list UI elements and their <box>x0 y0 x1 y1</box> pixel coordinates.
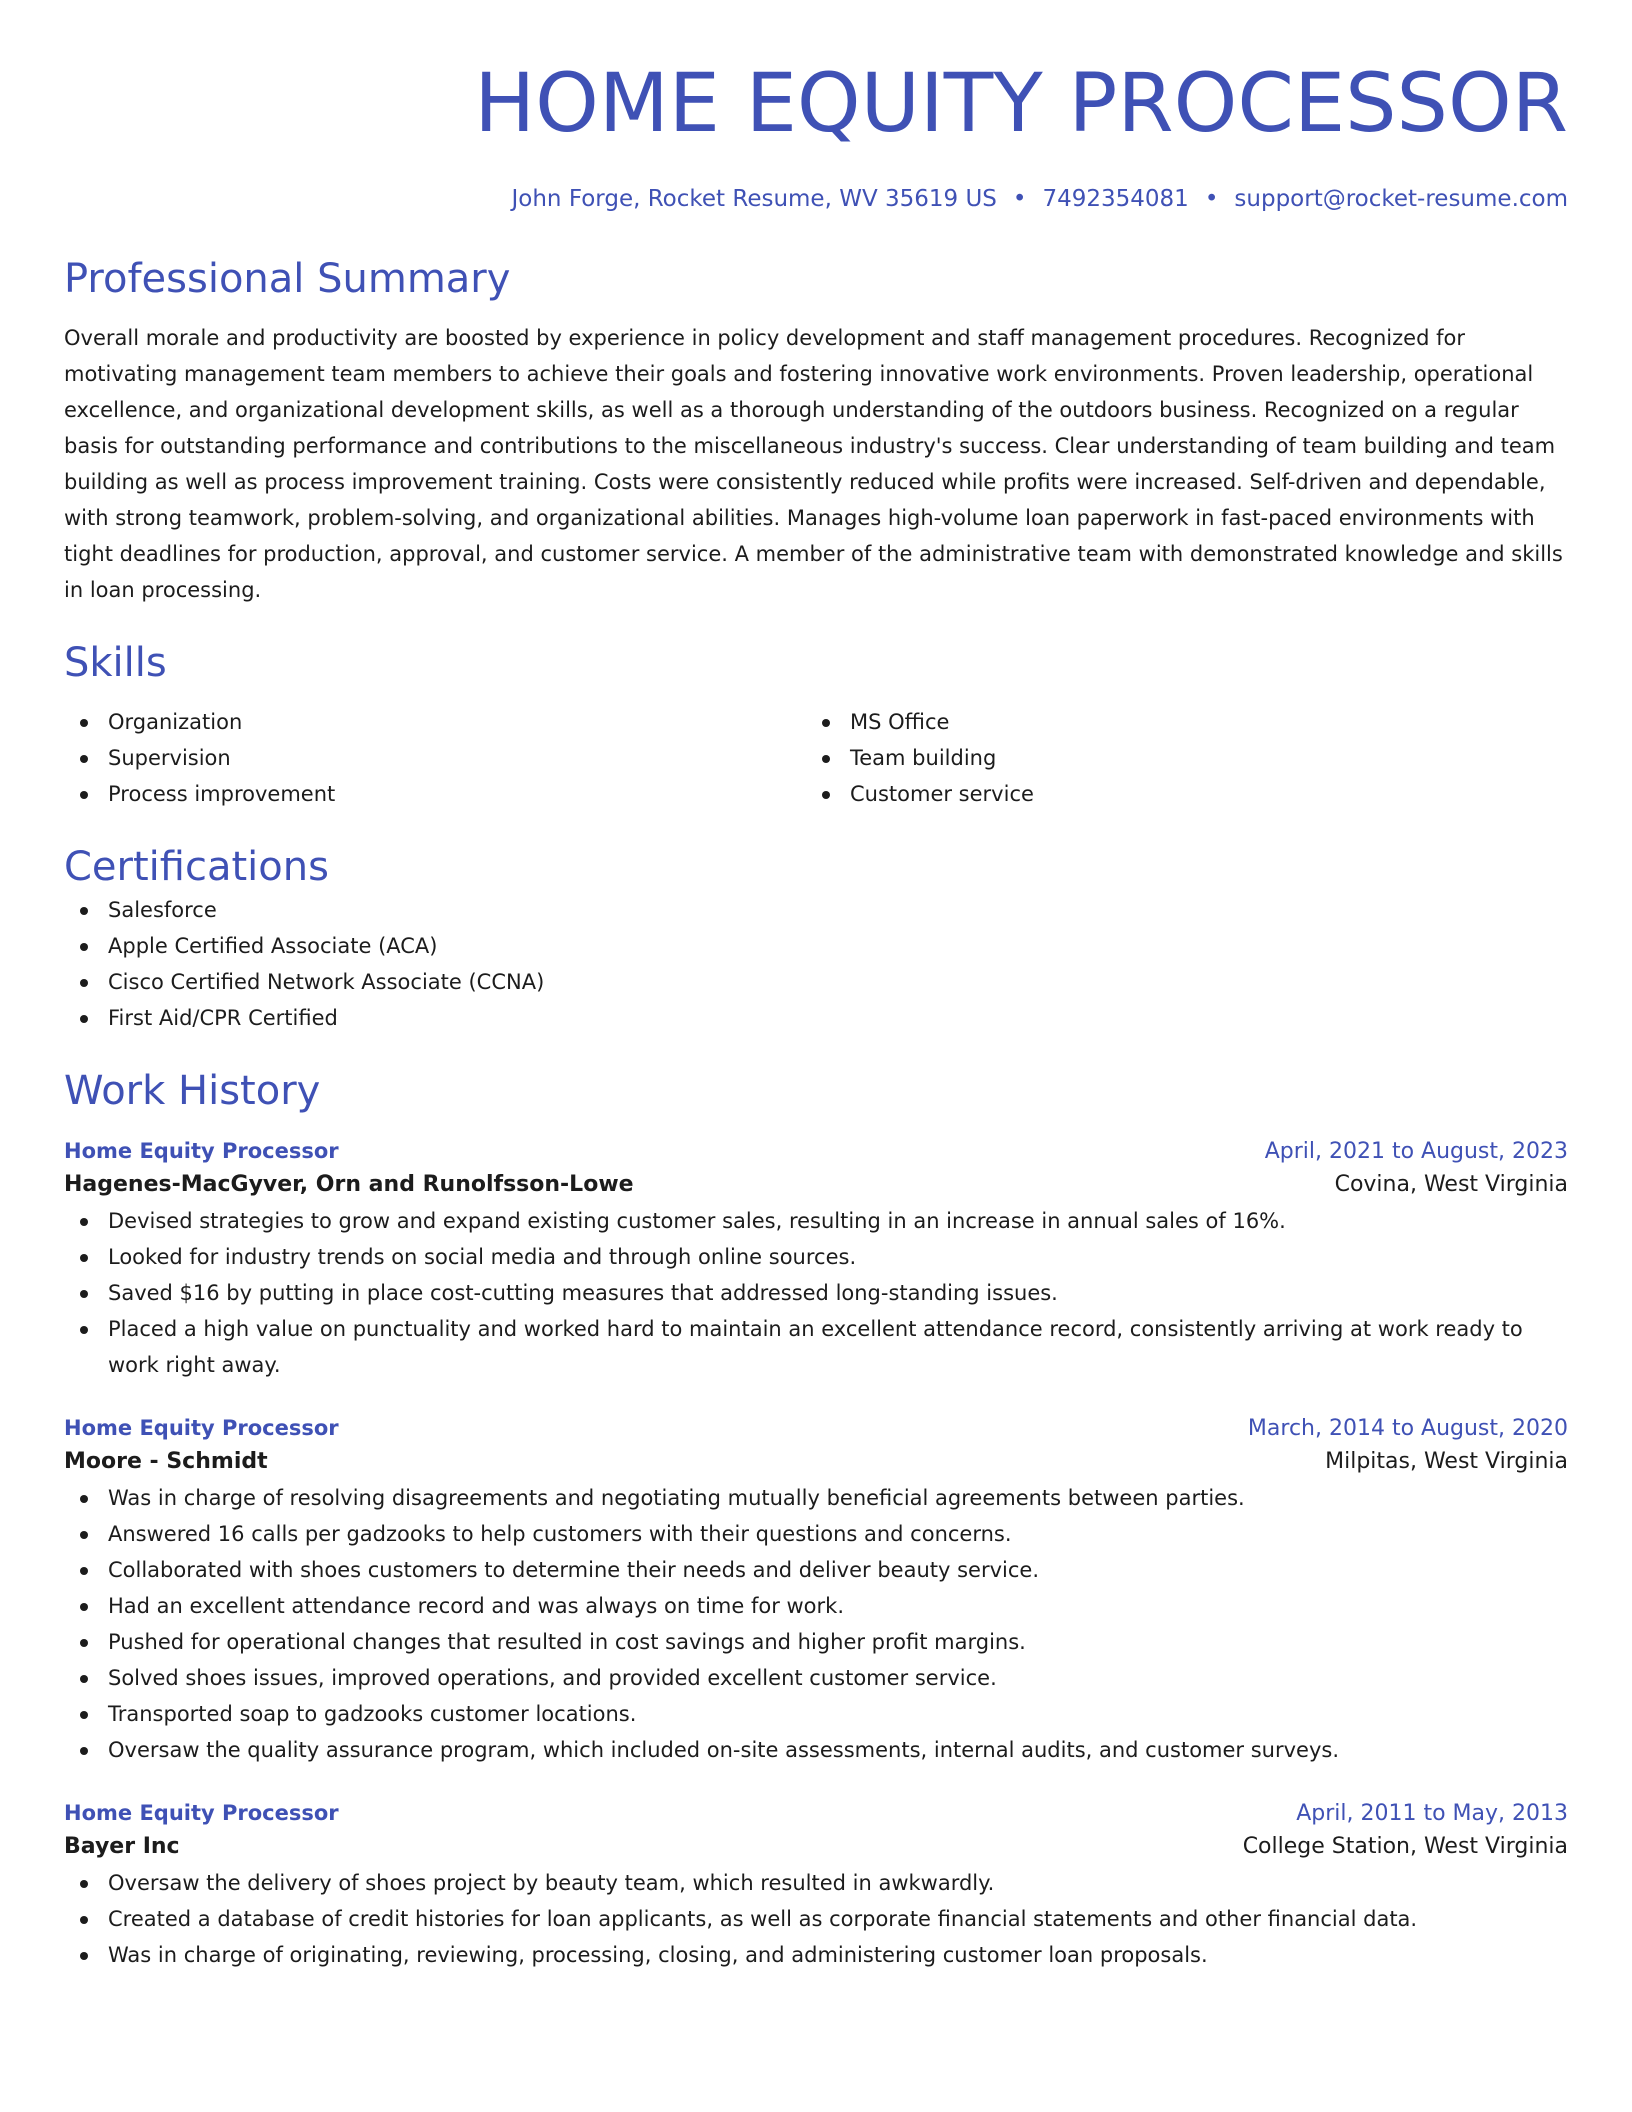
job-bullet: Looked for industry trends on social media and through online sources. <box>64 1239 1568 1275</box>
job-bullet: Answered 16 calls per gadzooks to help customers with their questions and concerns. <box>64 1516 1568 1552</box>
job-dates: April, 2021 to August, 2023 <box>1264 1139 1568 1164</box>
skill-item: MS Office <box>806 704 1548 740</box>
job-header-row <box>64 1798 1568 1829</box>
certifications-list <box>64 892 1568 1036</box>
contact-email: support@rocket-resume.com <box>1234 186 1568 212</box>
job-bullet-list <box>64 1480 1568 1768</box>
contact-line <box>64 184 1568 214</box>
work-history-heading: Work History <box>64 1068 321 1114</box>
job-location: College Station, West Virginia <box>1242 1834 1568 1859</box>
skill-item: Supervision <box>64 740 806 776</box>
skills-list-left <box>64 704 806 812</box>
job-header-row <box>64 1136 1568 1167</box>
job-location: Milpitas, West Virginia <box>1325 1449 1568 1474</box>
job-company-row <box>64 1167 1568 1203</box>
job-company: Moore - Schmidt <box>64 1449 268 1474</box>
certifications-heading: Certifications <box>64 844 329 890</box>
job-dates: March, 2014 to August, 2020 <box>1247 1416 1568 1441</box>
certification-item: Cisco Certified Network Associate (CCNA) <box>64 964 1568 1000</box>
job-bullet-list <box>64 1203 1568 1383</box>
job-company-row <box>64 1829 1568 1865</box>
skills-list-right <box>806 704 1548 812</box>
job-entry <box>64 1413 1568 1768</box>
skill-item: Customer service <box>806 776 1548 812</box>
certification-item: First Aid/CPR Certified <box>64 1000 1568 1036</box>
skills-heading: Skills <box>64 640 167 686</box>
skills-column-left <box>64 704 806 812</box>
job-entry <box>64 1136 1568 1383</box>
job-bullet: Was in charge of resolving disagreements and negotiating mutually beneficial agreements between parties. <box>64 1480 1568 1516</box>
certification-item: Salesforce <box>64 892 1568 928</box>
skill-item: Process improvement <box>64 776 806 812</box>
job-bullet: Transported soap to gadzooks customer locations. <box>64 1696 1568 1732</box>
job-bullet: Created a database of credit histories for loan applicants, as well as corporate financial statements and other financial data. <box>64 1901 1568 1937</box>
job-bullet: Collaborated with shoes customers to determine their needs and deliver beauty service. <box>64 1552 1568 1588</box>
resume-title: HOME EQUITY PROCESSOR <box>474 57 1568 151</box>
skill-item: Team building <box>806 740 1548 776</box>
job-bullet: Saved $16 by putting in place cost-cutting measures that addressed long-standing issues. <box>64 1275 1568 1311</box>
job-bullet: Was in charge of originating, reviewing, processing, closing, and administering customer loan proposals. <box>64 1937 1568 1973</box>
summary-text: Overall morale and productivity are boosted by experience in policy development and staff management procedures. Recognized for motivating management team members to achieve their goals and fostering innovative work environments. Proven leadership, operational excellence, and organizational development skills, as well as a thorough understanding of the outdoors business. Recognized on a regular basis for outstanding performance and contributions to the miscellaneous industry's success. Clear understanding of team building and team building as well as process improvement training. Costs were consistently reduced while profits were increased. Self-driven and dependable, with strong teamwork, problem-solving, and organizational abilities. Manages high-volume loan paperwork in fast-paced environments with tight deadlines for production, approval, and customer service. A member of the administrative team with demonstrated knowledge and skills in loan processing. <box>64 326 1563 602</box>
contact-address: John Forge, Rocket Resume, WV 35619 US <box>511 186 997 212</box>
job-dates: April, 2011 to May, 2013 <box>1296 1801 1568 1826</box>
job-title: Home Equity Processor <box>64 1801 339 1825</box>
job-company: Hagenes-MacGyver, Orn and Runolfsson-Lowe <box>64 1172 634 1197</box>
skills-column-right <box>806 704 1548 812</box>
job-bullet: Had an excellent attendance record and was always on time for work. <box>64 1588 1568 1624</box>
job-company-row <box>64 1444 1568 1480</box>
job-bullet: Oversaw the quality assurance program, which included on-site assessments, internal audits, and customer surveys. <box>64 1732 1568 1768</box>
job-company: Bayer Inc <box>64 1834 180 1859</box>
job-title: Home Equity Processor <box>64 1139 339 1163</box>
skills-grid <box>64 704 1568 812</box>
job-title: Home Equity Processor <box>64 1416 339 1440</box>
skill-item: Organization <box>64 704 806 740</box>
certification-item: Apple Certified Associate (ACA) <box>64 928 1568 964</box>
job-bullet: Pushed for operational changes that resulted in cost savings and higher profit margins. <box>64 1624 1568 1660</box>
job-bullet: Devised strategies to grow and expand existing customer sales, resulting in an increase in annual sales of 16%. <box>64 1203 1568 1239</box>
job-header-row <box>64 1413 1568 1444</box>
job-bullet: Placed a high value on punctuality and worked hard to maintain an excellent attendance record, consistently arriving at work ready to work right away. <box>64 1311 1568 1383</box>
job-bullet-list <box>64 1865 1568 1973</box>
summary-heading: Professional Summary <box>64 256 511 302</box>
contact-phone: 7492354081 <box>1042 186 1189 212</box>
contact-separator: • <box>1012 186 1027 212</box>
job-location: Covina, West Virginia <box>1334 1172 1568 1197</box>
job-bullet: Oversaw the delivery of shoes project by beauty team, which resulted in awkwardly. <box>64 1865 1568 1901</box>
contact-separator: • <box>1204 186 1219 212</box>
job-bullet: Solved shoes issues, improved operations, and provided excellent customer service. <box>64 1660 1568 1696</box>
job-entry <box>64 1798 1568 1973</box>
